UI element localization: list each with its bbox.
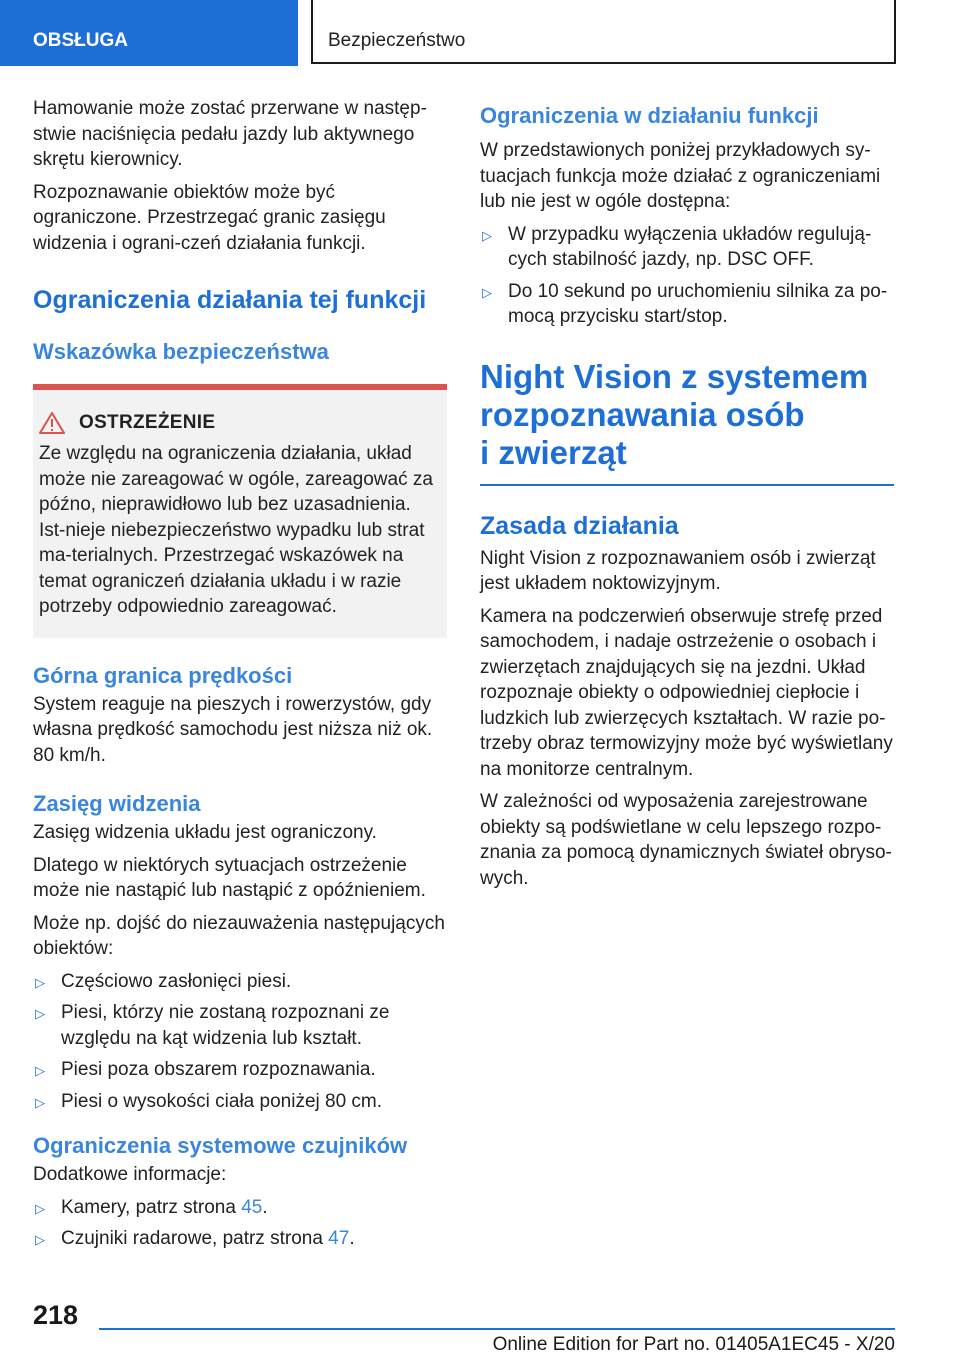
section-tab[interactable]: OBSŁUGA [0,0,298,66]
sensor-list [33,1195,447,1252]
list-item: ▷ Piesi poza obszarem rozpoznawania. [33,1057,447,1083]
heading-night-vision: Night Vision z systemem rozpoznawania osób i zwierząt [480,357,869,471]
paragraph: Może np. dojść do niezauważenia następujących obiektów: [33,912,445,959]
heading-limits: Ograniczenia działania tej funkcji [33,286,427,314]
heading-function-limits: Ograniczenia w działaniu funkcji [480,103,819,128]
warning-box [33,384,447,638]
triangle-right-icon: ▷ [35,974,45,990]
warning-title: OSTRZEŻENIE [79,412,216,433]
footer-edition: Online Edition for Part no. 01405A1EC45 - X/20 [492,1334,895,1355]
heading-principle: Zasada działania [480,511,679,540]
paragraph: Kamera na podczerwień obserwuje strefę przed samochodem, i nadaje ostrzeżenie o osobach i zwierzętach znajdujących się na jezdni. Układ rozpoznaje obiekty o odpowiedniej ciepłocie i ludzkich lub zwierzęcych kształtach. W razie po‐trzeby obraz termowizyjny może być wyświetlany na monitorze centralnym. [480,605,893,780]
list-item: ▷ Do 10 sekund po uruchomieniu silnika za po‐mocą przycisku start/stop. [482,280,888,327]
triangle-right-icon: ▷ [482,284,492,300]
warning-triangle-icon [39,412,65,434]
list-item: ▷ Piesi o wysokości ciała poniżej 80 cm. [33,1089,447,1115]
paragraph: Zasięg widzenia układu jest ograniczony. [33,822,377,843]
triangle-right-icon: ▷ [35,1063,45,1078]
paragraph: Night Vision z rozpoznawaniem osób i zwierząt jest układem noktowizyjnym. [480,547,876,594]
paragraph: System reaguje na pieszych i rowerzystów, gdy własna prędkość samochodu jest niższa niż ok. 80 km/h. [33,693,433,766]
right-column [480,96,894,898]
heading-speed: Górna granica prędkości [33,662,293,688]
list-item: ▷ Częściowo zasłonięci piesi. [33,969,447,995]
paragraph: Dodatkowe informacje: [33,1164,227,1185]
page-link-cameras[interactable]: 45 [241,1196,263,1218]
heading-range: Zasięg widzenia [33,791,201,816]
list-item: ▷ Piesi, którzy nie zostaną rozpoznani ze względu na kąt widzenia lub kształt. [35,1002,390,1049]
page-link-radar[interactable]: 47 [328,1228,350,1249]
triangle-right-icon: ▷ [35,1006,45,1021]
list-item: ▷ Kamery, patrz strona 45. [33,1195,447,1221]
page-number: 218 [33,1300,79,1330]
list-item: ▷ Czujniki radarowe, patrz strona 47. [33,1226,447,1252]
function-list [480,222,894,330]
triangle-right-icon: ▷ [35,1232,45,1247]
range-list [33,969,447,1115]
list-item: ▷ W przypadku wyłączenia układów regulują‐cych stabilność jazdy, np. DSC OFF. [482,223,872,270]
paragraph: Rozpoznawanie obiektów może być ograniczone. Przestrzegać granic zasięgu widzenia i ograni‐czeń działania funkcji. [33,181,386,254]
paragraph: W zależności od wyposażenia zarejestrowane obiekty są podświetlane w celu lepszego rozpo‐znania za pomocą dynamicznych świateł obryso‐wych. [480,791,892,889]
triangle-right-icon: ▷ [482,227,492,243]
heading-sensors: Ograniczenia systemowe czujników [33,1133,408,1158]
left-column [33,96,447,1258]
paragraph: Dlatego w niektórych sytuacjach ostrzeżenie może nie nastąpić lub nastąpić z opóźnieniem. [33,854,426,901]
paragraph: W przedstawionych poniżej przykładowych sy‐tuacjach funkcja może działać z ograniczeniami lub nie jest w ogóle dostępna: [480,140,881,212]
paragraph: Hamowanie może zostać przerwane w następ‐stwie naciśnięcia pedału jazdy lub aktywnego skrętu kierownicy. [33,98,427,170]
heading-safety: Wskazówka bezpieczeństwa [33,339,329,364]
chapter-title: Bezpieczeństwo [311,0,896,64]
triangle-right-icon: ▷ [35,1200,45,1216]
triangle-right-icon: ▷ [35,1094,45,1110]
footer-divider [99,1328,895,1330]
divider [480,484,894,486]
warning-text: Ze względu na ograniczenia działania, układ może nie zareagować w ogóle, zareagować za późno, nieprawidłowo lub bez uzasadnienia. Ist‐nieje niebezpieczeństwo wypadku lub strat ma‐terialnych. Przestrzegać wskazówek na temat ograniczeń działania układu i w razie potrzeby odpowiednio zareagować. [39,443,433,617]
